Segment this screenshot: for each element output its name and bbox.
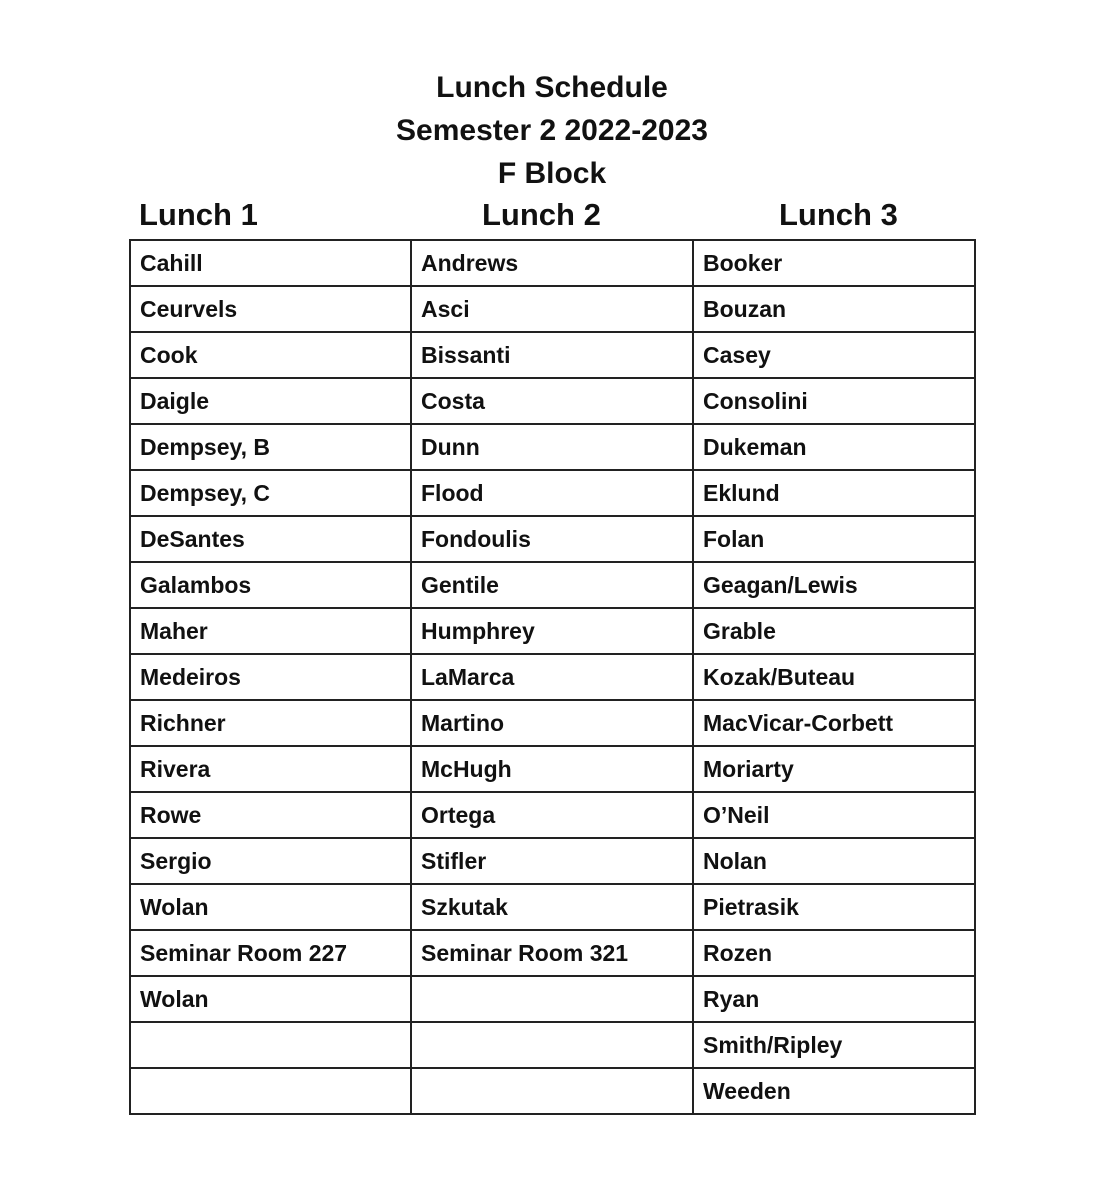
lunch-3-cell: Dukeman — [693, 424, 975, 470]
lunch-3-cell: O’Neil — [693, 792, 975, 838]
table-row — [130, 792, 975, 838]
schedule-body — [130, 240, 975, 1114]
table-row — [130, 424, 975, 470]
table-row — [130, 332, 975, 378]
table-row — [130, 884, 975, 930]
lunch-1-cell: Medeiros — [130, 654, 411, 700]
lunch-1-cell: Wolan — [130, 884, 411, 930]
lunch-1-cell: Seminar Room 227 — [130, 930, 411, 976]
lunch-1-cell: Cook — [130, 332, 411, 378]
lunch-2-cell: Humphrey — [411, 608, 693, 654]
title-line-3: F Block — [497, 157, 607, 190]
lunch-3-cell: Bouzan — [693, 286, 975, 332]
title-line-1: Lunch Schedule — [436, 71, 668, 104]
lunch-3-cell: Folan — [693, 516, 975, 562]
table-row — [130, 1022, 975, 1068]
lunch-3-cell: Geagan/Lewis — [693, 562, 975, 608]
lunch-1-cell: Maher — [130, 608, 411, 654]
table-row — [130, 1068, 975, 1114]
lunch-2-cell — [411, 1022, 693, 1068]
lunch-3-cell: Rozen — [693, 930, 975, 976]
lunch-3-cell: Nolan — [693, 838, 975, 884]
lunch-2-cell: Andrews — [411, 240, 693, 286]
table-row — [130, 470, 975, 516]
lunch-3-cell: Kozak/Buteau — [693, 654, 975, 700]
lunch-2-cell: Costa — [411, 378, 693, 424]
lunch-3-cell: Casey — [693, 332, 975, 378]
lunch-2-cell: Szkutak — [411, 884, 693, 930]
lunch-2-cell: Seminar Room 321 — [411, 930, 693, 976]
table-row — [130, 516, 975, 562]
lunch-1-cell: Richner — [130, 700, 411, 746]
lunch-1-cell: Dempsey, B — [130, 424, 411, 470]
lunch-2-cell: McHugh — [411, 746, 693, 792]
table-row — [130, 608, 975, 654]
table-row — [130, 654, 975, 700]
lunch-1-cell: Galambos — [130, 562, 411, 608]
lunch-3-cell: Moriarty — [693, 746, 975, 792]
lunch-2-cell: Stifler — [411, 838, 693, 884]
lunch-schedule-table — [129, 239, 976, 1115]
table-row — [130, 838, 975, 884]
table-row — [130, 976, 975, 1022]
lunch-1-cell — [130, 1022, 411, 1068]
column-header-lunch-1: Lunch 1 — [139, 197, 258, 232]
lunch-2-cell — [411, 976, 693, 1022]
table-row — [130, 286, 975, 332]
table-row — [130, 240, 975, 286]
lunch-3-cell: MacVicar-Corbett — [693, 700, 975, 746]
table-row — [130, 378, 975, 424]
lunch-1-cell: DeSantes — [130, 516, 411, 562]
lunch-2-cell — [411, 1068, 693, 1114]
lunch-3-cell: Eklund — [693, 470, 975, 516]
lunch-3-cell: Smith/Ripley — [693, 1022, 975, 1068]
lunch-2-cell: Martino — [411, 700, 693, 746]
table-row — [130, 700, 975, 746]
lunch-3-cell: Weeden — [693, 1068, 975, 1114]
lunch-2-cell: Gentile — [411, 562, 693, 608]
title-line-2: Semester 2 2022-2023 — [396, 114, 708, 147]
schedule-title — [0, 66, 1104, 195]
column-headers — [0, 192, 1104, 238]
lunch-1-cell — [130, 1068, 411, 1114]
lunch-2-cell: Asci — [411, 286, 693, 332]
lunch-1-cell: Cahill — [130, 240, 411, 286]
lunch-1-cell: Daigle — [130, 378, 411, 424]
lunch-2-cell: Fondoulis — [411, 516, 693, 562]
table-row — [130, 562, 975, 608]
lunch-2-cell: Dunn — [411, 424, 693, 470]
lunch-2-cell: Flood — [411, 470, 693, 516]
lunch-2-cell: Bissanti — [411, 332, 693, 378]
table-row — [130, 746, 975, 792]
lunch-3-cell: Ryan — [693, 976, 975, 1022]
lunch-2-cell: LaMarca — [411, 654, 693, 700]
lunch-1-cell: Sergio — [130, 838, 411, 884]
lunch-3-cell: Consolini — [693, 378, 975, 424]
lunch-1-cell: Ceurvels — [130, 286, 411, 332]
table-row — [130, 930, 975, 976]
lunch-1-cell: Wolan — [130, 976, 411, 1022]
lunch-3-cell: Pietrasik — [693, 884, 975, 930]
lunch-1-cell: Rowe — [130, 792, 411, 838]
lunch-1-cell: Dempsey, C — [130, 470, 411, 516]
lunch-1-cell: Rivera — [130, 746, 411, 792]
lunch-2-cell: Ortega — [411, 792, 693, 838]
column-header-lunch-2: Lunch 2 — [482, 197, 601, 232]
lunch-3-cell: Grable — [693, 608, 975, 654]
column-header-lunch-3: Lunch 3 — [779, 197, 898, 232]
lunch-3-cell: Booker — [693, 240, 975, 286]
